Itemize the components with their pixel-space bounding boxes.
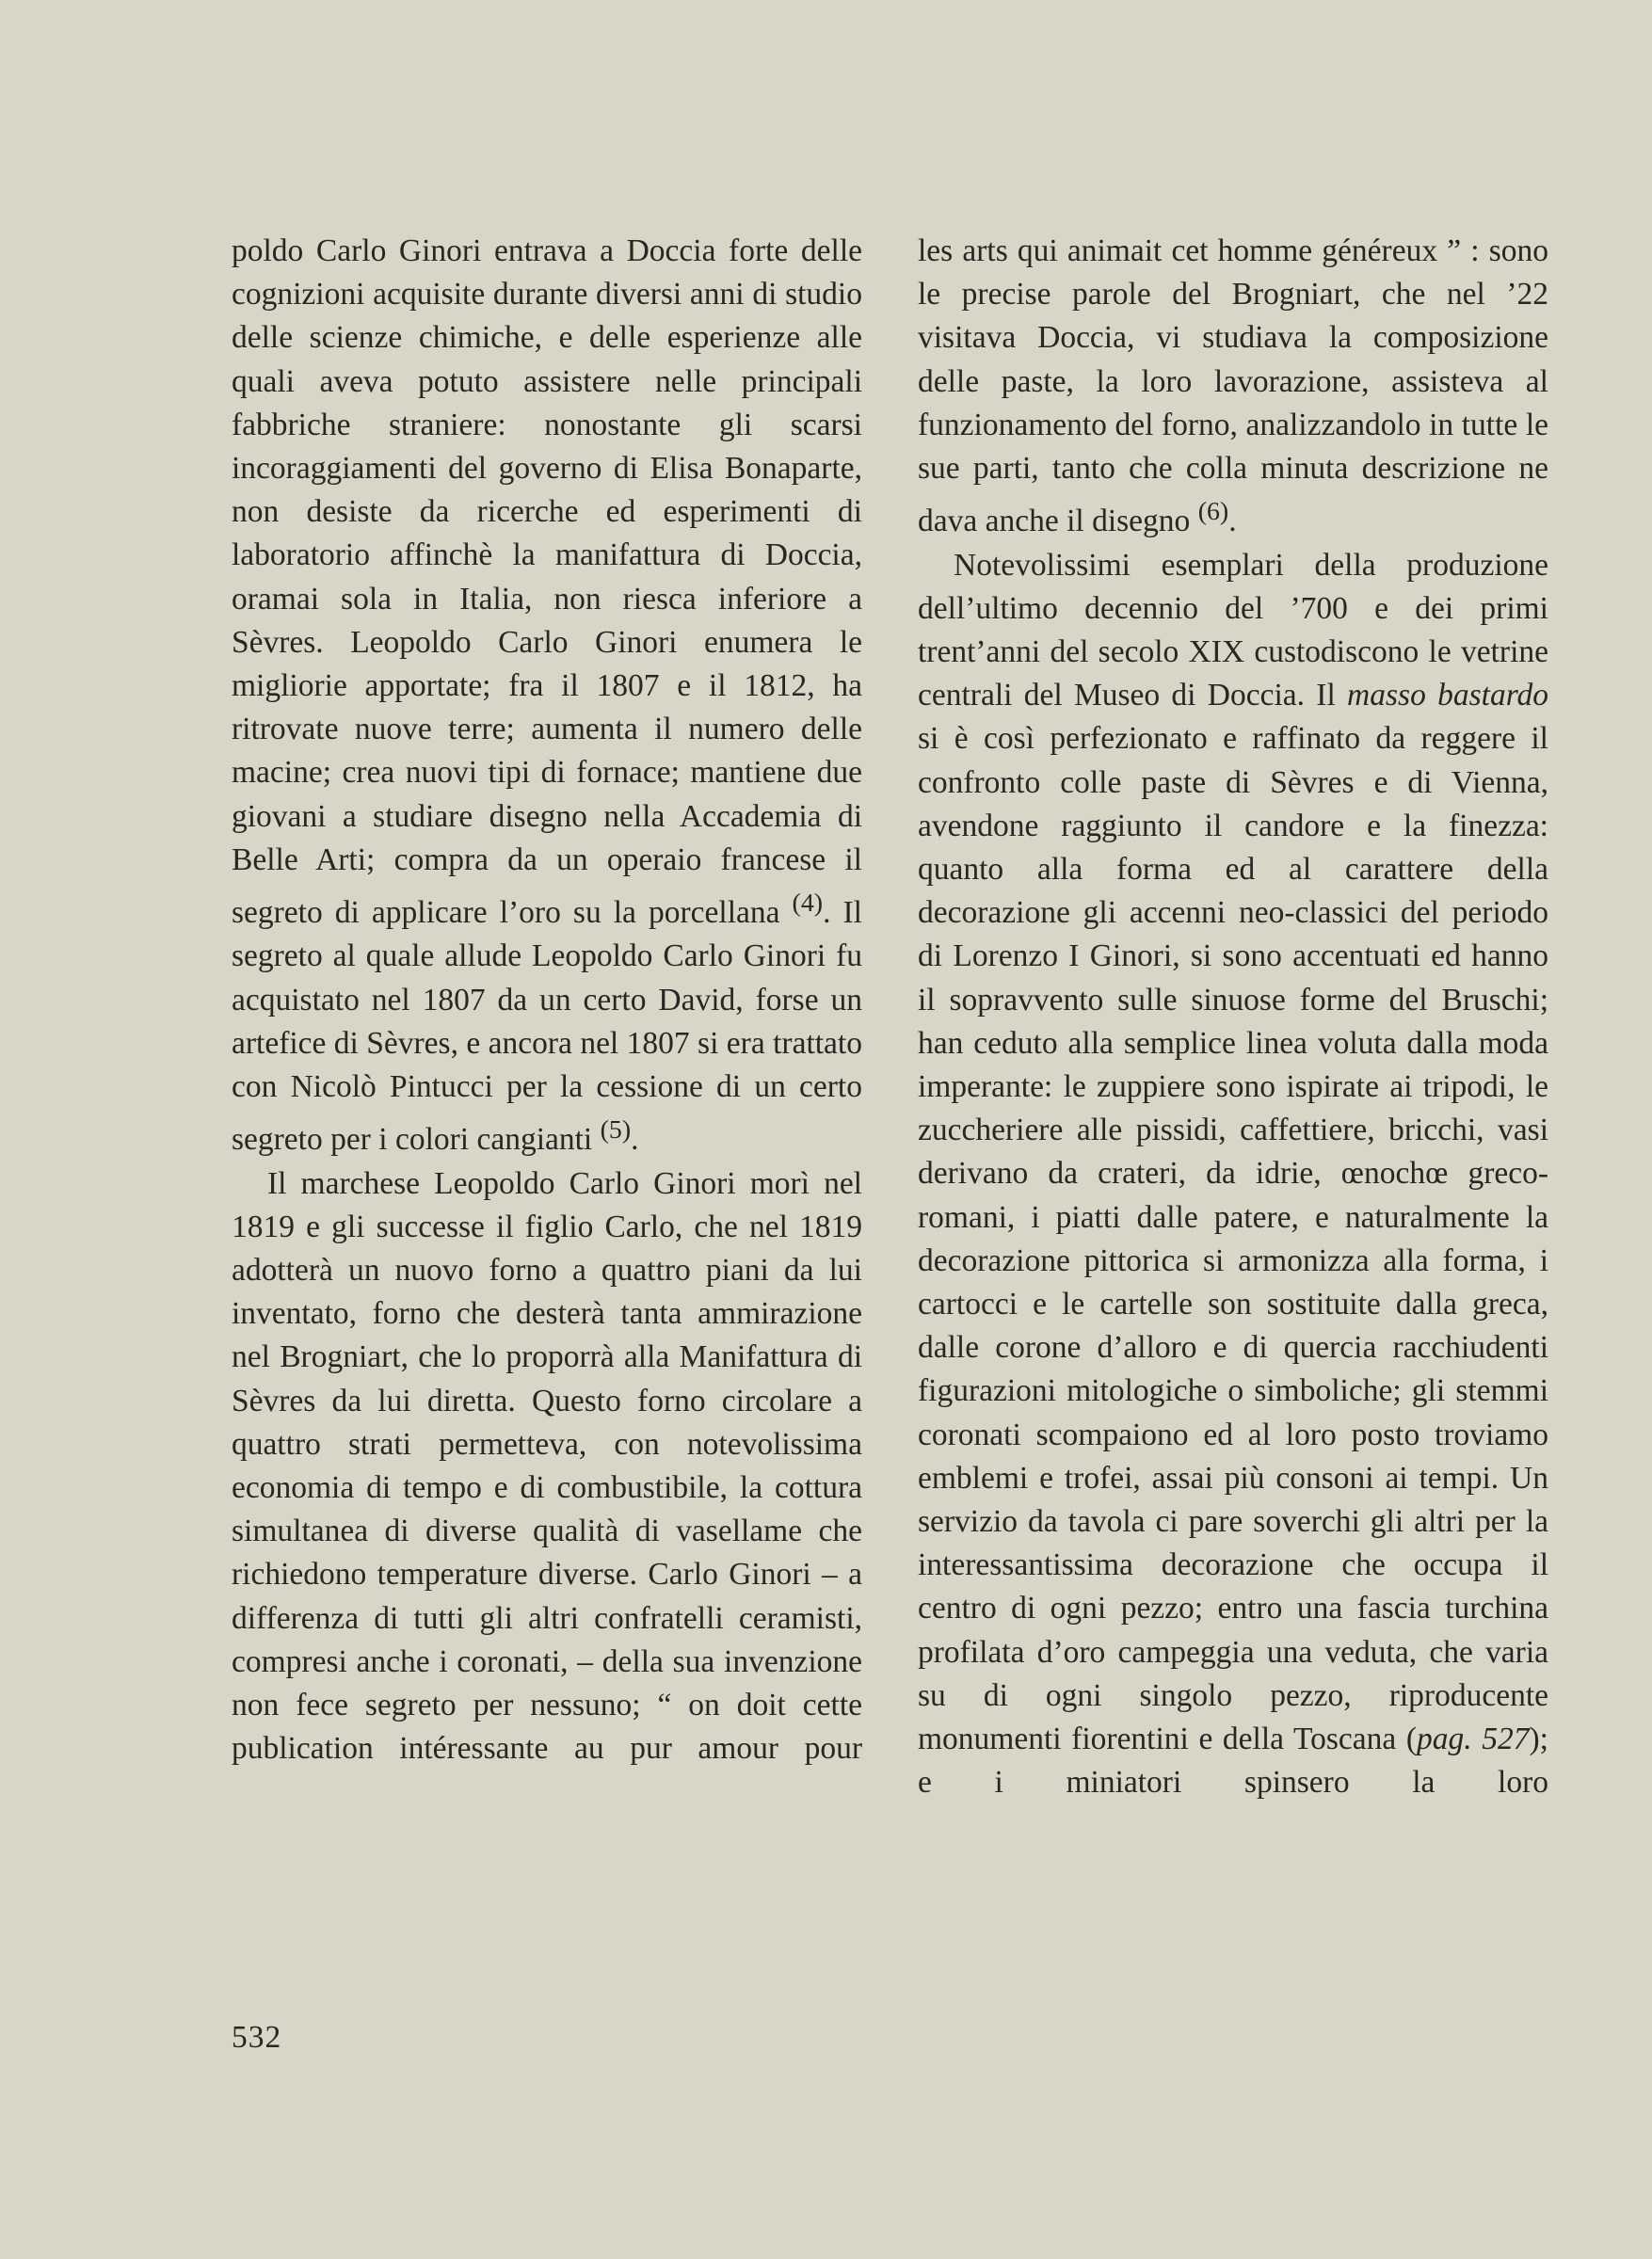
paragraph: Il marchese Leopoldo Carlo Ginori morì nel 1819 e gli successe il figlio Carlo, che nel 1819 adotterà un nuovo forno a quattro piani da lui inventato, forno che desterà tanta ammirazione nel Brogniart, che lo proporrà alla Manifattura di Sèvres da lui diretta. Questo forno circolare a quattro strati permetteva, con notevolissima economia di tempo e di combustibile, la cottura simultanea di diverse qualità di vasellame che richiedono temperature diverse. Carlo Ginori – a differenza di tutti gli altri confratelli ceramisti, compresi anche i coronati, – della sua invenzione non fece segreto per nessuno; “ on doit cette publication intéressante au pur amour pour [232, 1165, 862, 1767]
paragraph: les arts qui animait cet homme généreux ” : sono le precise parole del Brogniart, che nel ’22 visitava Doccia, vi studiava la composizione delle paste, la loro lavorazione, assisteva al funzionamento del forno, analizzandolo in tutte le sue parti, tanto che colla minuta descrizione ne dava anche il disegno $^{(6)}$. [918, 233, 1548, 539]
paragraph: poldo Carlo Ginori entrava a Doccia forte delle cognizioni acquisite durante diversi anni di studio delle scienze chimiche, e delle esperienze alle quali aveva potuto assistere nelle principali fabbriche straniere: nonostante gli scarsi incoraggiamenti del governo di Elisa Bonaparte, non desiste da ricerche ed esperimenti di laboratorio affinchè la manifattura di Doccia, oramai sola in Italia, non riesca inferiore a Sèvres. Leopoldo Carlo Ginori enumera le migliorie apportate; fra il 1807 e il 1812, ha ritrovate nuove terre; aumenta il numero delle macine; crea nuovi tipi di fornace; mantiene due giovani a studiare disegno nella Accademia di Belle Arti; compra da un operaio francese il segreto di applicare l’oro su la porcellana $^{(4)}$. Il segreto al quale allude Leopoldo Carlo Ginori fu acquistato nel 1807 da un certo David, forse un artefice di Sèvres, e ancora nel 1807 si era trattato con Nicolò Pintucci per la cessione di un certo segreto per i colori cangianti $^{(5)}$. [232, 233, 862, 1158]
page-number: 532 [232, 2020, 282, 2055]
paragraph: Notevolissimi esemplari della produzione dell’ultimo decennio del ’700 e dei primi trent’anni del secolo XIX custodiscono le vetrine centrali del Museo di Doccia. Il masso bastardo si è così perfezionato e raffinato da reggere il confronto colle paste di Sèvres e di Vienna, avendone raggiunto il candore e la finezza: quanto alla forma ed al carattere della decorazione gli accenni neo-classici del periodo di Lorenzo I Ginori, si sono accentuati ed hanno il sopravvento sulle sinuose forme del Bruschi; han ceduto alla semplice linea voluta dalla moda imperante: le zuppiere sono ispirate ai tripodi, le zuccheriere alle pissidi, caffettiere, bricchi, vasi derivano da crateri, da idrie, œnochœ greco-romani, i piatti dalle patere, e naturalmente la decorazione pittorica si armonizza alla forma, i cartocci e le cartelle son sostituite dalla greca, dalle corone d’alloro e di quercia racchiudenti figurazioni mitologiche o simboliche; gli stemmi coronati scompaiono ed al loro posto troviamo emblemi e trofei, assai più consoni ai tempi. Un servizio da tavola ci pare soverchi gli altri per la interessantissima decorazione che occupa il centro di ogni pezzo; entro una fascia turchina profilata d’oro campeggia una veduta, che varia su di ogni singolo pezzo, riproducente monumenti fiorentini e della Toscana (pag. 527); e i miniatori spinsero la loro [918, 547, 1548, 1801]
left-text-column [232, 230, 862, 1770]
right-text-column [918, 230, 1548, 1804]
